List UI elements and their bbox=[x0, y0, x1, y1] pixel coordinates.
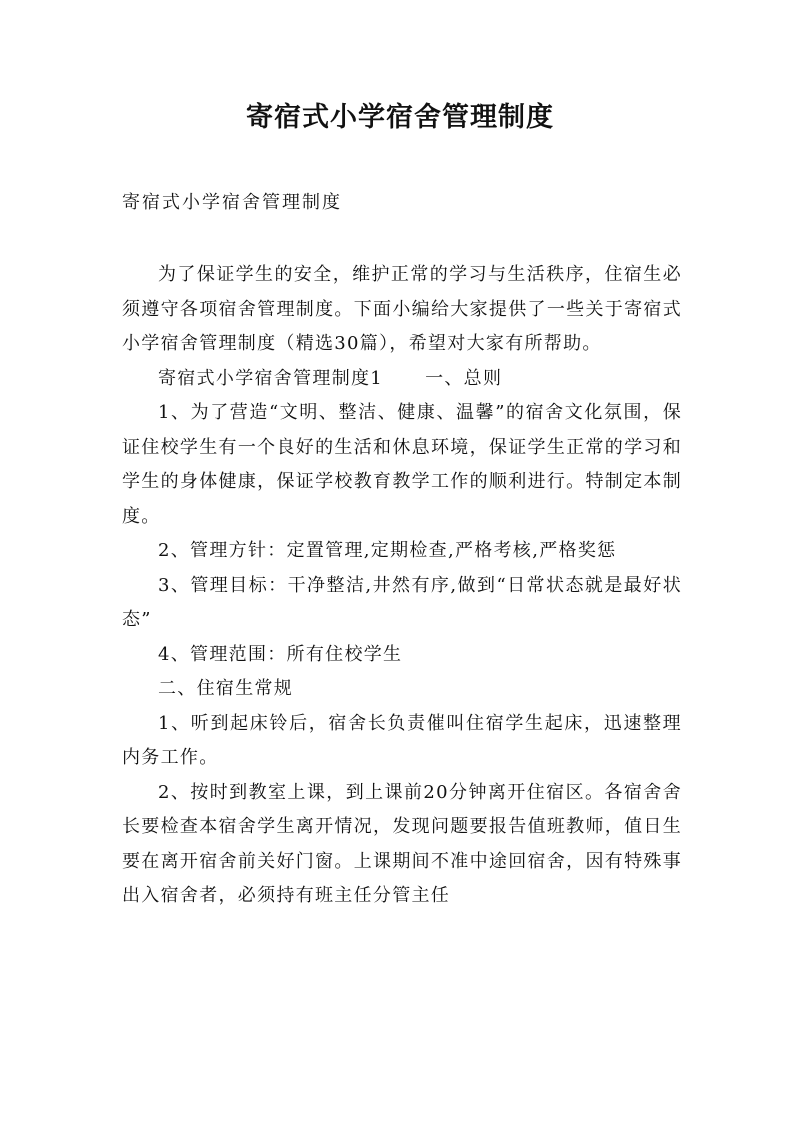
document-title: 寄宿式小学宿舍管理制度 bbox=[246, 102, 554, 133]
document-body bbox=[122, 258, 682, 914]
section-subheading: 一、总则 bbox=[425, 367, 503, 389]
paragraph-7: 2、按时到教室上课，到上课前20分钟离开住宿区。各宿舍舍长要检查本宿舍学生离开情况，发现问题要报告值班教师，值日生要在离开宿舍前关好门窗。上课期间不准中途回宿舍，因有特殊事出入宿舍者，必须持有班主任分管主任 bbox=[122, 781, 682, 906]
paragraph-4: 4、管理范围：所有住校学生 bbox=[158, 643, 403, 665]
paragraph-1: 1、为了营造“文明、整洁、健康、温馨”的宿舍文化氛围，保证住校学生有一个良好的生活和休息环境，保证学生正常的学习和学生的身体健康，保证学校教育教学工作的顺利进行。特制定本制度。 bbox=[122, 402, 682, 527]
section-heading-line bbox=[122, 362, 682, 397]
intro-paragraph: 为了保证学生的安全，维护正常的学习与生活秩序，住宿生必须遵守各项宿舍管理制度。下面小编给大家提供了一些关于寄宿式小学宿舍管理制度（精选30篇），希望对大家有所帮助。 bbox=[122, 264, 682, 354]
section-heading: 寄宿式小学宿舍管理制度1 bbox=[158, 367, 384, 389]
paragraph-5: 二、住宿生常规 bbox=[158, 678, 294, 699]
paragraph-2: 2、管理方针：定置管理,定期检查,严格考核,严格奖惩 bbox=[158, 540, 617, 561]
paragraph-6: 1、听到起床铃后，宿舍长负责催叫住宿学生起床，迅速整理内务工作。 bbox=[122, 712, 682, 768]
document-subtitle: 寄宿式小学宿舍管理制度 bbox=[122, 192, 342, 213]
paragraph-3: 3、管理目标：干净整洁,井然有序,做到“日常状态就是最好状态” bbox=[122, 574, 682, 630]
